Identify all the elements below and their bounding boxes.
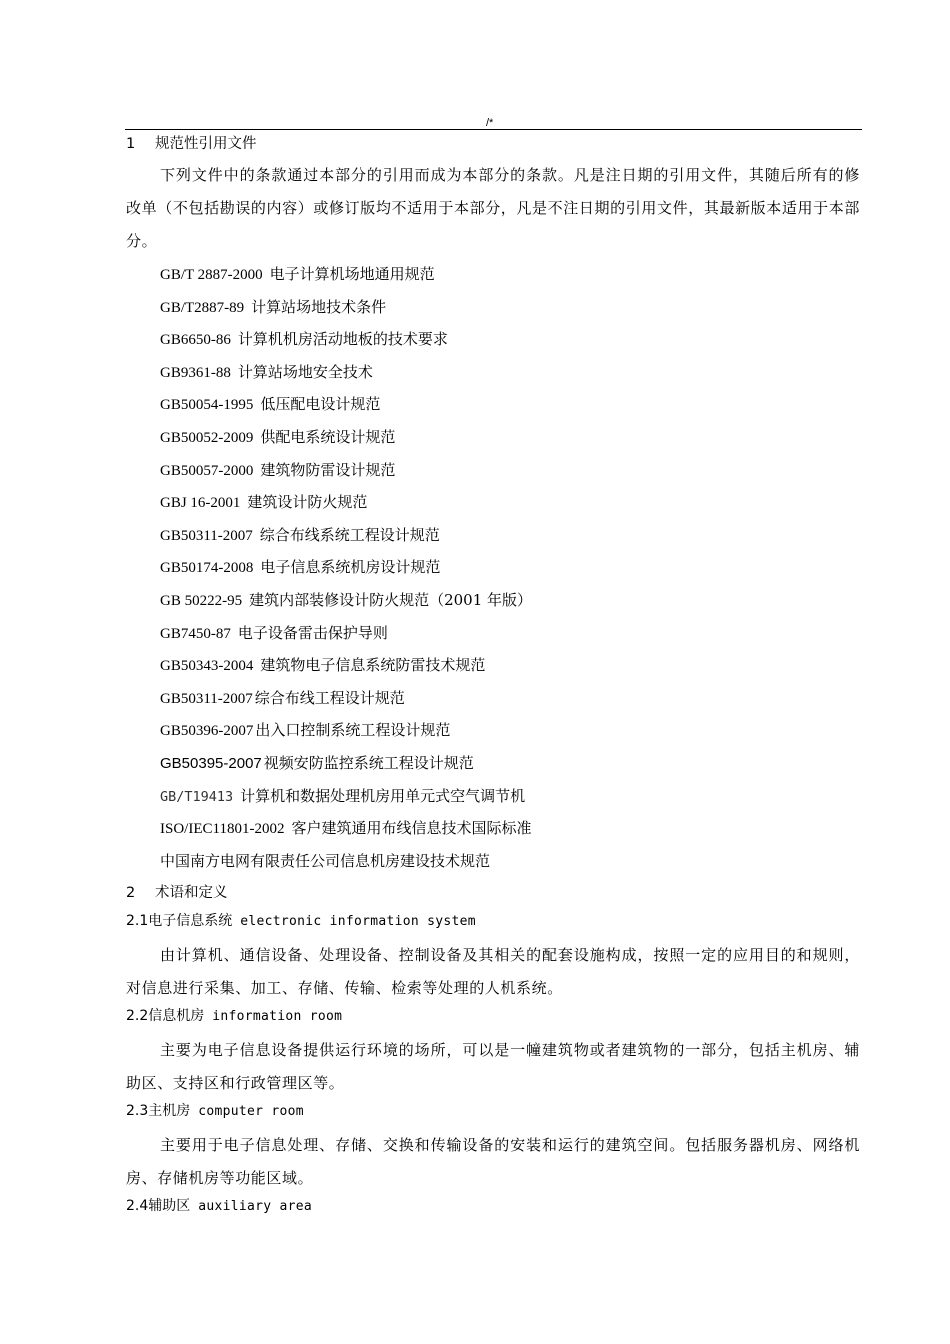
reference-title: 计算站场地技术条件 bbox=[251, 297, 387, 316]
reference-item bbox=[126, 812, 860, 845]
definition-2-2-heading bbox=[126, 1004, 860, 1036]
reference-title: 计算站场地安全技术 bbox=[237, 362, 373, 381]
definition-english: information room bbox=[212, 1009, 343, 1025]
reference-item bbox=[126, 421, 860, 454]
definition-2-3-heading bbox=[126, 1099, 860, 1131]
definition-english: computer room bbox=[198, 1104, 304, 1120]
definition-2-3-text: 主要用于电子信息处理、存储、交换和传输设备的安装和运行的建筑空间。包括服务器机房、网络机房、存储机房等功能区域。 bbox=[126, 1136, 860, 1188]
reference-item bbox=[126, 356, 860, 389]
definition-number: 2.1 bbox=[126, 913, 149, 930]
reference-title: 视频安防监控系统工程设计规范 bbox=[263, 753, 474, 772]
definition-term: 辅助区 bbox=[148, 1198, 191, 1215]
reference-title: 中国南方电网有限责任公司信息机房建设技术规范 bbox=[160, 851, 491, 870]
reference-item bbox=[126, 617, 860, 650]
reference-code: GB50054-1995 bbox=[160, 397, 254, 414]
definition-2-4-heading bbox=[126, 1194, 860, 1226]
reference-code: GB50311-2007 bbox=[160, 690, 253, 707]
reference-title: 出入口控制系统工程设计规范 bbox=[255, 721, 451, 740]
reference-item bbox=[126, 682, 860, 715]
reference-title: 供配电系统设计规范 bbox=[260, 427, 396, 446]
reference-code: GB50311-2007 bbox=[160, 527, 253, 544]
page-mark: /* bbox=[486, 117, 494, 129]
definition-term: 主机房 bbox=[148, 1103, 191, 1120]
reference-title: 电子计算机场地通用规范 bbox=[269, 265, 435, 283]
section-title: 术语和定义 bbox=[155, 885, 228, 902]
reference-title: 低压配电设计规范 bbox=[260, 395, 381, 414]
reference-item bbox=[126, 388, 860, 421]
reference-item bbox=[126, 780, 860, 813]
reference-code: GB6650-86 bbox=[160, 332, 231, 349]
header-rule bbox=[125, 129, 862, 130]
reference-title: 建筑内部装修设计防火规范（2001 年版） bbox=[249, 590, 533, 609]
definition-2-1-text: 由计算机、通信设备、处理设备、控制设备及其相关的配套设施构成，按照一定的应用目的和规则，对信息进行采集、加工、存储、传输、检索等处理的人机系统。 bbox=[126, 946, 860, 998]
reference-code: GB/T 2887-2000 bbox=[160, 267, 263, 283]
reference-title: 综合布线工程设计规范 bbox=[254, 688, 405, 707]
section-1-intro: 下列文件中的条款通过本部分的引用而成为本部分的条款。凡是注日期的引用文件，其随后所有的修改单（不包括勘误的内容）或修订版均不适用于本部分，凡是不注日期的引用文件，其最新版本适用于本部分。 bbox=[126, 166, 860, 250]
section-number: 2 bbox=[126, 885, 136, 902]
reference-code: GB50395-2007 bbox=[160, 754, 262, 772]
section-number: 1 bbox=[126, 136, 136, 152]
reference-item bbox=[126, 714, 860, 747]
reference-code: GB50343-2004 bbox=[160, 658, 254, 675]
reference-title: 综合布线系统工程设计规范 bbox=[259, 525, 440, 544]
reference-item bbox=[126, 649, 860, 682]
reference-item bbox=[126, 845, 860, 878]
reference-title: 电子设备雷击保护导则 bbox=[237, 623, 388, 642]
reference-code: GB50174-2008 bbox=[160, 560, 254, 577]
reference-title: 建筑物防雷设计规范 bbox=[260, 460, 396, 479]
reference-title: 计算机和数据处理机房用单元式空气调节机 bbox=[240, 786, 526, 805]
reference-title: 计算机机房活动地板的技术要求 bbox=[237, 330, 448, 349]
definition-term: 电子信息系统 bbox=[148, 913, 233, 930]
document-body bbox=[126, 132, 860, 1226]
reference-item bbox=[126, 551, 860, 584]
reference-code: GB/T19413 bbox=[160, 788, 234, 805]
definition-number: 2.3 bbox=[126, 1103, 149, 1120]
definition-english: auxiliary area bbox=[198, 1199, 313, 1215]
reference-list bbox=[126, 258, 860, 877]
reference-item bbox=[126, 584, 860, 617]
definition-2-2-text: 主要为电子信息设备提供运行环境的场所，可以是一幢建筑物或者建筑物的一部分，包括主机房、辅助区、支持区和行政管理区等。 bbox=[126, 1041, 860, 1093]
section-2-heading bbox=[126, 877, 860, 909]
reference-code: GB50396-2007 bbox=[160, 723, 254, 740]
reference-title: 客户建筑通用布线信息技术国际标准 bbox=[291, 819, 532, 838]
reference-code: GB 50222-95 bbox=[160, 592, 243, 609]
definition-term: 信息机房 bbox=[148, 1008, 205, 1025]
reference-code: GBJ 16-2001 bbox=[160, 495, 241, 512]
reference-item bbox=[126, 291, 860, 324]
reference-code: GB7450-87 bbox=[160, 625, 231, 642]
reference-item bbox=[126, 454, 860, 487]
reference-code: ISO/IEC11801-2002 bbox=[160, 821, 285, 838]
reference-code: GB50052-2009 bbox=[160, 429, 254, 446]
definition-number: 2.2 bbox=[126, 1008, 149, 1025]
reference-code: GB50057-2000 bbox=[160, 462, 254, 479]
section-title: 规范性引用文件 bbox=[155, 136, 257, 152]
reference-item bbox=[126, 323, 860, 356]
reference-title: 建筑设计防火规范 bbox=[247, 493, 368, 512]
reference-item bbox=[126, 486, 860, 519]
reference-item bbox=[126, 258, 860, 291]
reference-title: 电子信息系统机房设计规范 bbox=[260, 558, 441, 577]
reference-item bbox=[126, 519, 860, 552]
reference-code: GB/T2887-89 bbox=[160, 299, 245, 316]
definition-english: electronic information system bbox=[240, 914, 476, 930]
reference-code: GB9361-88 bbox=[160, 364, 231, 381]
definition-number: 2.4 bbox=[126, 1198, 149, 1215]
reference-title: 建筑物电子信息系统防雷技术规范 bbox=[260, 656, 486, 675]
definition-2-1-heading bbox=[126, 909, 860, 941]
reference-item bbox=[126, 747, 860, 780]
